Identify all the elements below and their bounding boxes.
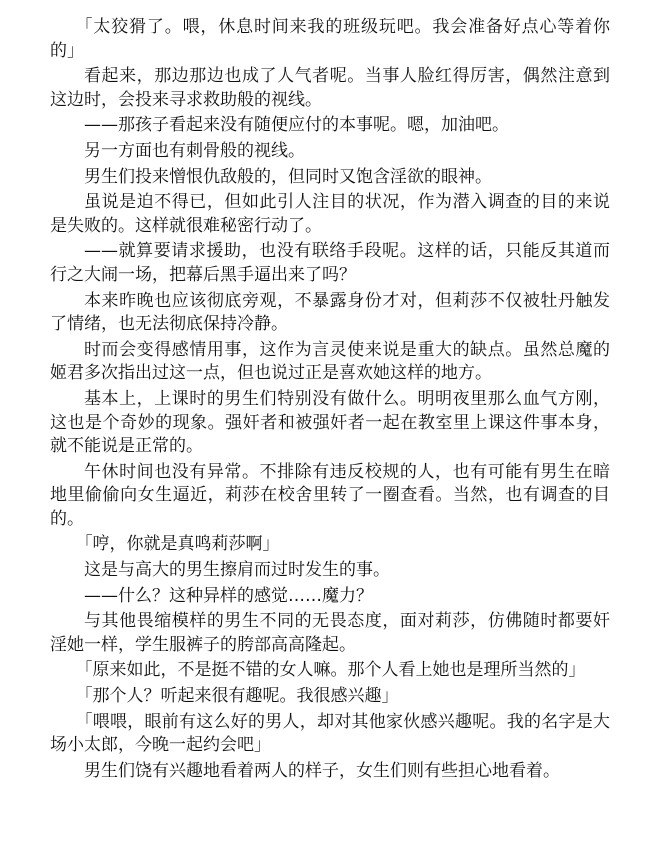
narration-paragraph: 看起来，那边那边也成了人气者呢。当事人脸红得厉害，偶然注意到这边时，会投来寻求救助般的视线。	[50, 66, 610, 110]
narration-paragraph: 时而会变得感情用事，这作为言灵使来说是重大的缺点。虽然总魔的姬君多次指出过这一点，但也说过正是喜欢她这样的地方。	[50, 339, 610, 384]
narration-paragraph: 午休时间也没有异常。不排除有违反校规的人，也有可能有男生在暗地里偷偷向女生逼近，莉莎在校舍里转了一圈查看。当然，也有调查的目的。	[50, 461, 610, 529]
narration-paragraph: 男生们饶有兴趣地看着两人的样子，女生们则有些担心地看着。	[84, 760, 560, 781]
narration-paragraph: 这是与高大的男生擦肩而过时发生的事。	[84, 560, 390, 581]
narration-paragraph: 基本上，上课时的男生们特别没有做什么。明明夜里那么血气方刚，这也是个奇妙的现象。强奸者和被强奸者一起在教室里上课这件事本身，就不能说是正常的。	[50, 388, 610, 457]
dialogue-paragraph: 「那个人？听起来很有趣呢。我很感兴趣」	[75, 686, 399, 707]
dialogue-paragraph: 「喂喂，眼前有这么好的男人，却对其他家伙感兴趣呢。我的名字是大场小太郎，今晚一起约会吧」	[50, 711, 610, 756]
dialogue-paragraph: 「哼，你就是真鸣莉莎啊」	[75, 534, 280, 555]
dialogue-paragraph: 「太狡猾了。喂，休息时间来我的班级玩吧。我会准备好点心等着你的」	[50, 17, 610, 61]
narration-paragraph: 另一方面也有刺骨般的视线。	[84, 140, 305, 161]
narration-paragraph: 与其他畏缩模样的男生不同的无畏态度，面对莉莎，仿佛随时都要奸淫她一样，学生服裤子的胯部高高隆起。	[50, 611, 610, 655]
dialogue-paragraph: 「原来如此，不是挺不错的女人嘛。那个人看上她也是理所当然的」	[75, 660, 586, 681]
narration-paragraph: ——什么？这种异样的感觉……魔力？	[84, 585, 373, 606]
narration-paragraph: ——那孩子看起来没有随便应付的本事呢。嗯，加油吧。	[84, 115, 509, 136]
narration-paragraph: 本来昨晚也应该彻底旁观，不暴露身份才对，但莉莎不仅被牡丹触发了情绪，也无法彻底保持冷静。	[50, 290, 610, 335]
narration-paragraph: 虽说是迫不得已，但如此引人注目的状况，作为潜入调查的目的来说是失败的。这样就很难秘密行动了。	[50, 192, 610, 236]
narration-paragraph: 男生们投来憎恨仇敌般的，但同时又饱含淫欲的眼神。	[84, 166, 492, 187]
narration-paragraph: ——就算要请求援助，也没有联络手段呢。这样的话，只能反其道而行之大闹一场，把幕后黑手逼出来了吗？	[50, 241, 610, 285]
